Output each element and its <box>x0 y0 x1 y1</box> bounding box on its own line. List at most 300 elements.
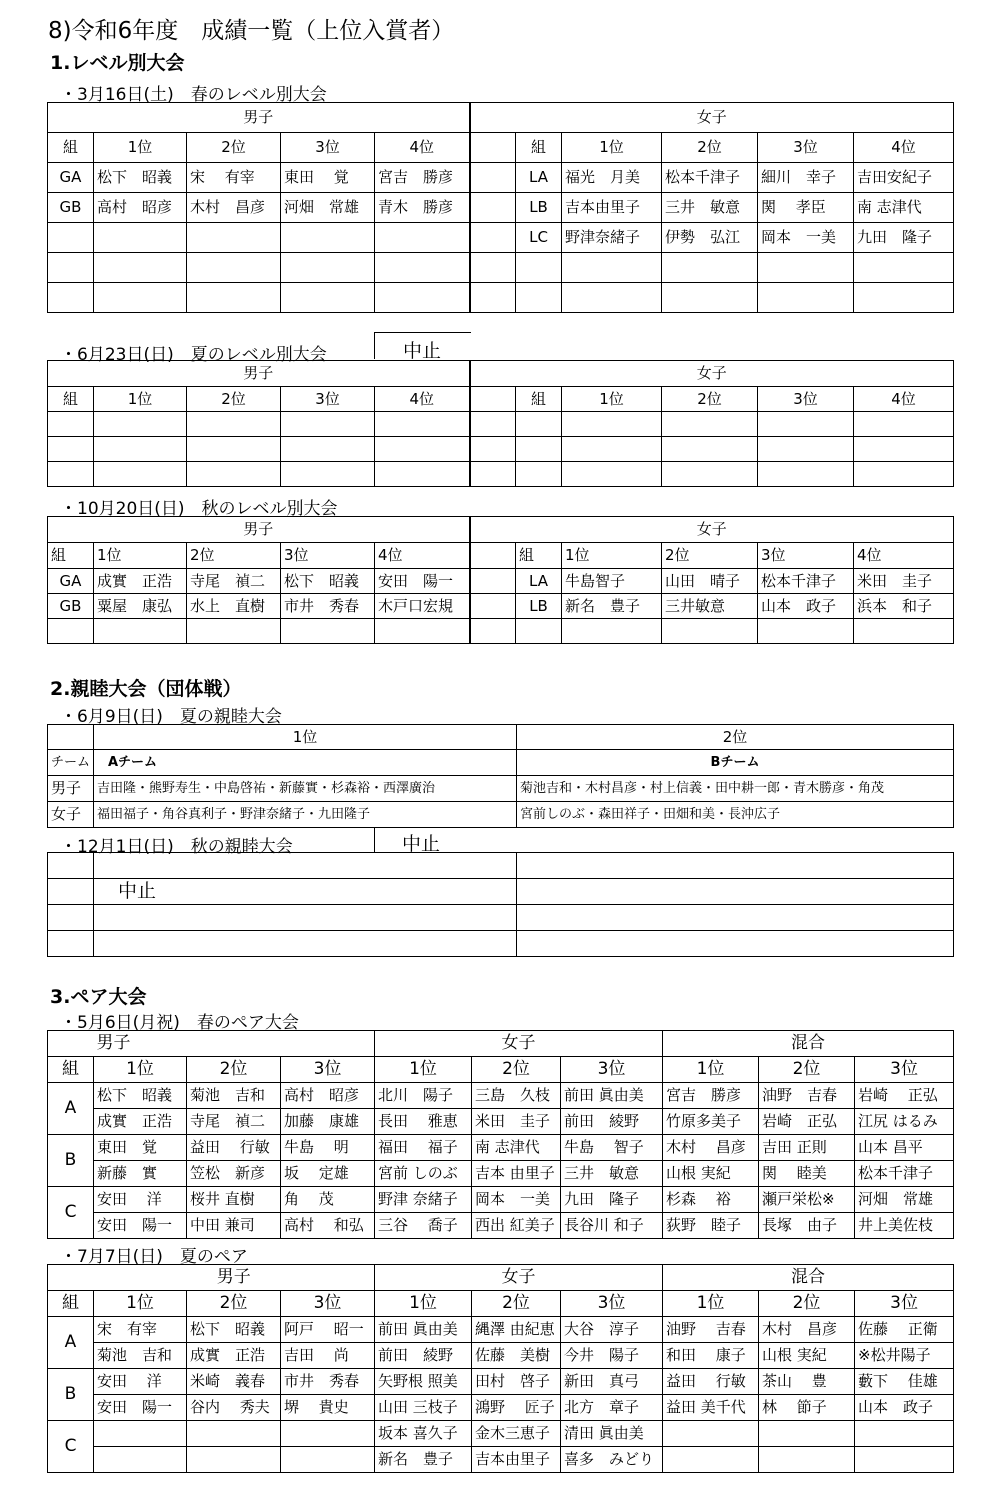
name-cell <box>281 1447 375 1473</box>
event-label-spring-pair: ・5月6日(月祝) 春のペア大会 <box>60 1013 299 1033</box>
name-cell: 吉本 由里子 <box>472 1161 561 1187</box>
col-rank: 2位 <box>187 133 281 163</box>
name-cell: 成實 正浩 <box>187 1343 281 1369</box>
col-group: 組 <box>516 133 562 163</box>
name-cell: 堺 貴史 <box>281 1395 375 1421</box>
name-cell: 阿戸 昭一 <box>281 1317 375 1343</box>
name-cell: 油野 吉春 <box>663 1317 759 1343</box>
name-cell: 北方 章子 <box>561 1395 663 1421</box>
empty-cell <box>281 462 375 487</box>
spring-pair-table <box>47 1030 954 1239</box>
name-cell: 浜本 和子 <box>854 594 954 619</box>
name-cell: 瀬戸栄松※ <box>759 1187 855 1213</box>
name-cell: 喜多 みどり <box>561 1447 663 1473</box>
name-cell: 山田 三枝子 <box>375 1395 472 1421</box>
event-label-summer-pair: ・7月7日(日) 夏のペア <box>60 1247 248 1267</box>
table-row <box>48 412 954 437</box>
name-cell: 荻野 睦子 <box>663 1213 759 1239</box>
name-cell <box>758 253 854 283</box>
name-cell: 吉本由里子 <box>472 1447 561 1473</box>
name-cell: 金木三恵子 <box>472 1421 561 1447</box>
name-cell: 新名 豊子 <box>562 594 662 619</box>
autumn-friendship-table <box>47 852 954 957</box>
section-heading-level: 1.レベル別大会 <box>50 52 185 74</box>
table-row <box>48 253 954 283</box>
name-cell <box>281 223 375 253</box>
name-cell <box>562 283 662 313</box>
table-row <box>48 1213 954 1239</box>
name-cell: 山田 晴子 <box>662 569 758 594</box>
event-label-autumn-level: ・10月20日(日) 秋のレベル別大会 <box>60 499 338 519</box>
group-cell: LB <box>516 193 562 223</box>
name-cell <box>94 223 187 253</box>
name-cell: 岩崎 正弘 <box>759 1109 855 1135</box>
name-cell: 岡本 一美 <box>758 223 854 253</box>
name-cell <box>855 1447 954 1473</box>
name-cell: 新名 豊子 <box>375 1447 472 1473</box>
name-cell: 関 孝臣 <box>758 193 854 223</box>
name-cell: 九田 隆子 <box>561 1187 663 1213</box>
name-cell: 安田 陽一 <box>94 1213 187 1239</box>
empty-cell <box>48 462 94 487</box>
name-cell: 茶山 豊 <box>759 1369 855 1395</box>
name-cell: 山本 政子 <box>758 594 854 619</box>
empty-cell <box>562 437 662 462</box>
col-rank: 2位 <box>472 1291 561 1317</box>
name-cell <box>187 619 281 644</box>
name-cell: 鴻野 匠子 <box>472 1395 561 1421</box>
name-cell: 牛島智子 <box>562 569 662 594</box>
name-cell: 谷内 秀夫 <box>187 1395 281 1421</box>
name-cell: 三井 敏意 <box>561 1161 663 1187</box>
name-cell: 藪下 佳雄 <box>855 1369 954 1395</box>
name-cell: 三島 久枝 <box>472 1083 561 1109</box>
name-cell: 新田 真弓 <box>561 1369 663 1395</box>
col-group: 組 <box>48 133 94 163</box>
table-row <box>48 1447 954 1473</box>
col-rank: 2位 <box>187 543 281 569</box>
col-rank: 1位 <box>562 543 662 569</box>
women-header: 女子 <box>470 517 954 543</box>
name-cell <box>562 619 662 644</box>
name-cell: 益田 行敏 <box>663 1369 759 1395</box>
empty-cell <box>281 437 375 462</box>
name-cell: 青木 勝彦 <box>375 193 470 223</box>
name-cell: 木村 昌彦 <box>759 1317 855 1343</box>
name-cell: 米田 圭子 <box>854 569 954 594</box>
group-cell <box>48 223 94 253</box>
group-cell: GA <box>48 163 94 193</box>
col-rank: 1位 <box>562 387 662 412</box>
group-cell: A <box>48 1317 94 1369</box>
col-rank: 4位 <box>375 543 470 569</box>
col-rank: 2位 <box>472 1057 561 1083</box>
name-cell: 林 節子 <box>759 1395 855 1421</box>
col-rank: 3位 <box>281 1057 375 1083</box>
summer-friendship-table <box>47 724 954 828</box>
table-row <box>48 1161 954 1187</box>
col-rank: 1位 <box>94 543 187 569</box>
name-cell <box>758 283 854 313</box>
empty-cell <box>758 412 854 437</box>
name-cell: 松本千津子 <box>758 569 854 594</box>
col-rank: 3位 <box>281 133 375 163</box>
name-cell <box>187 283 281 313</box>
table-row <box>48 462 954 487</box>
spacer-cell <box>470 253 516 283</box>
team-b-name: Bチーム <box>517 750 954 776</box>
name-cell: 東田 覚 <box>94 1135 187 1161</box>
col-rank: 1位 <box>562 133 662 163</box>
name-cell: 木戸口宏規 <box>375 594 470 619</box>
name-cell: 山根 実紀 <box>663 1161 759 1187</box>
spacer-cell <box>470 163 516 193</box>
group-cell: B <box>48 1135 94 1187</box>
second-place-header: 2位 <box>517 725 954 750</box>
col-rank: 3位 <box>758 133 854 163</box>
name-cell: 市井 秀春 <box>281 1369 375 1395</box>
name-cell <box>375 253 470 283</box>
spacer-cell <box>470 133 516 163</box>
name-cell <box>94 1421 187 1447</box>
spacer-cell <box>470 594 516 619</box>
empty-cell <box>758 462 854 487</box>
name-cell <box>759 1447 855 1473</box>
table-row <box>48 193 954 223</box>
name-cell: 井上美佐枝 <box>855 1213 954 1239</box>
summer-level-table <box>47 360 954 487</box>
group-cell: C <box>48 1421 94 1473</box>
name-cell: 松下 昭義 <box>187 1317 281 1343</box>
name-cell: 高村 昭彦 <box>281 1083 375 1109</box>
name-cell <box>663 1447 759 1473</box>
name-cell: 安田 洋 <box>94 1187 187 1213</box>
group-cell <box>516 253 562 283</box>
women-header: 女子 <box>470 103 954 133</box>
empty-cell <box>94 462 187 487</box>
name-cell: 山本 政子 <box>855 1395 954 1421</box>
table-row <box>48 1187 954 1213</box>
name-cell <box>562 253 662 283</box>
name-cell: 縄澤 由紀恵 <box>472 1317 561 1343</box>
name-cell: 角 茂 <box>281 1187 375 1213</box>
col-group: 組 <box>48 387 94 412</box>
col-group: 組 <box>48 1291 94 1317</box>
name-cell: 松本千津子 <box>855 1161 954 1187</box>
team-a-men: 吉田隆・熊野寿生・中島啓祐・新藤實・杉森裕・西澤廣治 <box>94 776 517 802</box>
name-cell <box>187 1421 281 1447</box>
group-cell: GB <box>48 594 94 619</box>
spacer-cell <box>470 543 516 569</box>
col-rank: 4位 <box>375 133 470 163</box>
empty-cell <box>854 462 954 487</box>
men-header: 男子 <box>94 1265 375 1291</box>
summer-pair-table <box>47 1264 954 1473</box>
name-cell: 坂 定雄 <box>281 1161 375 1187</box>
name-cell <box>281 619 375 644</box>
empty-cell <box>758 437 854 462</box>
name-cell: 山根 実紀 <box>759 1343 855 1369</box>
name-cell: 寺尾 禎二 <box>187 569 281 594</box>
group-cell: C <box>48 1187 94 1239</box>
empty-cell <box>375 437 470 462</box>
table-row <box>48 1083 954 1109</box>
empty-cell <box>516 437 562 462</box>
name-cell: 米田 圭子 <box>472 1109 561 1135</box>
name-cell: 粟屋 康弘 <box>94 594 187 619</box>
col-rank: 1位 <box>94 1291 187 1317</box>
col-rank: 3位 <box>855 1057 954 1083</box>
event-label-autumn-friendship: ・12月1日(日) 秋の親睦大会 <box>60 837 293 857</box>
group-cell: LA <box>516 569 562 594</box>
name-cell: 大谷 淳子 <box>561 1317 663 1343</box>
name-cell: 西出 紅美子 <box>472 1213 561 1239</box>
name-cell: 今井 陽子 <box>561 1343 663 1369</box>
name-cell: 田村 啓子 <box>472 1369 561 1395</box>
col-rank: 1位 <box>375 1057 472 1083</box>
name-cell: 笠松 新彦 <box>187 1161 281 1187</box>
name-cell: 長塚 由子 <box>759 1213 855 1239</box>
name-cell: 吉本由里子 <box>562 193 662 223</box>
group-cell: A <box>48 1083 94 1135</box>
name-cell: 伊勢 弘江 <box>662 223 758 253</box>
spacer-cell <box>470 283 516 313</box>
event-label-summer-level: ・6月23日(日) 夏のレベル別大会 <box>60 345 327 365</box>
name-cell: 山本 昌平 <box>855 1135 954 1161</box>
empty-cell <box>187 412 281 437</box>
table-row <box>48 283 954 313</box>
name-cell: 木村 昌彦 <box>187 193 281 223</box>
group-cell <box>48 283 94 313</box>
name-cell <box>663 1421 759 1447</box>
table-row <box>48 223 954 253</box>
name-cell: 宮前 しのぶ <box>375 1161 472 1187</box>
col-rank: 2位 <box>187 1057 281 1083</box>
empty-cell <box>470 437 516 462</box>
spring-level-table <box>47 102 954 313</box>
col-rank: 1位 <box>94 1057 187 1083</box>
name-cell <box>94 1447 187 1473</box>
event-label-spring-level: ・3月16日(土) 春のレベル別大会 <box>60 85 327 105</box>
col-rank: 3位 <box>561 1057 663 1083</box>
name-cell <box>375 223 470 253</box>
empty-cell <box>48 412 94 437</box>
col-rank: 4位 <box>854 543 954 569</box>
spacer-cell <box>470 223 516 253</box>
name-cell: 宮吉 勝彦 <box>375 163 470 193</box>
name-cell <box>281 283 375 313</box>
empty-cell <box>854 412 954 437</box>
col-group: 組 <box>516 543 562 569</box>
name-cell: 前田 綾野 <box>375 1343 472 1369</box>
empty-cell <box>562 412 662 437</box>
col-rank: 3位 <box>281 543 375 569</box>
name-cell: 竹原多美子 <box>663 1109 759 1135</box>
name-cell: 宋 有宰 <box>94 1317 187 1343</box>
event-label-summer-friendship: ・6月9日(日) 夏の親睦大会 <box>60 707 282 727</box>
name-cell: 河畑 常雄 <box>855 1187 954 1213</box>
name-cell: 前田 眞由美 <box>561 1083 663 1109</box>
empty-cell <box>281 412 375 437</box>
empty-cell <box>470 412 516 437</box>
name-cell: 長谷川 和子 <box>561 1213 663 1239</box>
name-cell <box>375 283 470 313</box>
col-rank: 2位 <box>187 1291 281 1317</box>
name-cell: 牛島 明 <box>281 1135 375 1161</box>
name-cell <box>662 619 758 644</box>
women-label: 女子 <box>48 802 94 828</box>
col-rank: 1位 <box>94 133 187 163</box>
empty-cell <box>662 437 758 462</box>
name-cell <box>662 253 758 283</box>
col-rank: 2位 <box>759 1057 855 1083</box>
name-cell: 吉田 尚 <box>281 1343 375 1369</box>
men-header: 男子 <box>48 103 470 133</box>
cancel-note: 中止 <box>403 340 442 362</box>
table-row <box>48 569 954 594</box>
table-row <box>48 1109 954 1135</box>
empty-cell <box>516 412 562 437</box>
col-rank: 3位 <box>561 1291 663 1317</box>
cancel-box <box>374 332 471 362</box>
empty-cell <box>48 437 94 462</box>
name-cell <box>855 1421 954 1447</box>
name-cell: 益田 美千代 <box>663 1395 759 1421</box>
name-cell: 野津 奈緒子 <box>375 1187 472 1213</box>
name-cell: 前田 綾野 <box>561 1109 663 1135</box>
name-cell: 松本千津子 <box>662 163 758 193</box>
name-cell: 寺尾 禎二 <box>187 1109 281 1135</box>
table-row <box>48 1135 954 1161</box>
col-rank: 3位 <box>758 387 854 412</box>
team-label: チーム <box>48 750 94 776</box>
name-cell <box>94 253 187 283</box>
empty-cell <box>562 462 662 487</box>
spacer-cell <box>470 569 516 594</box>
col-rank: 1位 <box>663 1057 759 1083</box>
name-cell: 油野 吉春 <box>759 1083 855 1109</box>
empty-cell <box>94 437 187 462</box>
name-cell: 福光 月美 <box>562 163 662 193</box>
name-cell <box>187 253 281 283</box>
name-cell <box>758 619 854 644</box>
first-place-header: 1位 <box>94 725 517 750</box>
col-group: 組 <box>48 1057 94 1083</box>
name-cell: 野津奈緒子 <box>562 223 662 253</box>
empty-cell <box>662 412 758 437</box>
section-heading-pair: 3.ペア大会 <box>50 986 147 1008</box>
group-cell <box>48 619 94 644</box>
col-rank: 2位 <box>187 387 281 412</box>
col-rank: 1位 <box>375 1291 472 1317</box>
name-cell: 岩崎 正弘 <box>855 1083 954 1109</box>
name-cell: 清田 眞由美 <box>561 1421 663 1447</box>
empty-cell <box>187 462 281 487</box>
col-rank: 1位 <box>94 387 187 412</box>
col-rank: 3位 <box>758 543 854 569</box>
col-rank: 4位 <box>854 387 954 412</box>
name-cell: 松下 昭義 <box>94 1083 187 1109</box>
team-a-women: 福田福子・角谷真利子・野津奈緒子・九田隆子 <box>94 802 517 828</box>
table-row <box>48 619 954 644</box>
name-cell <box>94 619 187 644</box>
empty-cell <box>470 462 516 487</box>
name-cell: 安田 陽一 <box>375 569 470 594</box>
name-cell <box>662 283 758 313</box>
name-cell: 木村 昌彦 <box>663 1135 759 1161</box>
name-cell: 北川 陽子 <box>375 1083 472 1109</box>
name-cell: 高村 昭彦 <box>94 193 187 223</box>
name-cell: 松下 昭義 <box>281 569 375 594</box>
name-cell: 南 志津代 <box>854 193 954 223</box>
name-cell: 東田 覚 <box>281 163 375 193</box>
col-group: 組 <box>516 387 562 412</box>
name-cell: 安田 洋 <box>94 1369 187 1395</box>
group-cell: GA <box>48 569 94 594</box>
empty-cell <box>516 462 562 487</box>
group-cell <box>516 283 562 313</box>
spacer-cell <box>470 387 516 412</box>
name-cell: 宋 有宰 <box>187 163 281 193</box>
empty-cell <box>94 412 187 437</box>
empty-cell <box>187 437 281 462</box>
name-cell <box>854 253 954 283</box>
cancel-in-table: 中止 <box>94 879 517 905</box>
table-row <box>48 1317 954 1343</box>
name-cell: 成實 正浩 <box>94 1109 187 1135</box>
cancel-divider <box>374 828 375 852</box>
name-cell: 成實 正浩 <box>94 569 187 594</box>
name-cell <box>281 1421 375 1447</box>
name-cell: 杉森 裕 <box>663 1187 759 1213</box>
name-cell: 吉田安紀子 <box>854 163 954 193</box>
name-cell: 牛島 智子 <box>561 1135 663 1161</box>
name-cell: 安田 陽一 <box>94 1395 187 1421</box>
name-cell: 桜井 直樹 <box>187 1187 281 1213</box>
col-rank: 3位 <box>855 1291 954 1317</box>
name-cell: 益田 行敏 <box>187 1135 281 1161</box>
group-cell <box>48 253 94 283</box>
name-cell <box>94 283 187 313</box>
mixed-header: 混合 <box>663 1031 954 1057</box>
table-row <box>48 163 954 193</box>
name-cell: ※松井陽子 <box>855 1343 954 1369</box>
col-rank: 4位 <box>854 133 954 163</box>
group-cell: B <box>48 1369 94 1421</box>
col-rank: 3位 <box>281 1291 375 1317</box>
name-cell <box>759 1421 855 1447</box>
name-cell: 新藤 實 <box>94 1161 187 1187</box>
name-cell: 佐藤 美樹 <box>472 1343 561 1369</box>
name-cell: 吉田 正則 <box>759 1135 855 1161</box>
name-cell <box>187 1447 281 1473</box>
table-row <box>48 1421 954 1447</box>
name-cell: 河畑 常雄 <box>281 193 375 223</box>
name-cell: 坂本 喜久子 <box>375 1421 472 1447</box>
name-cell: 佐藤 正衛 <box>855 1317 954 1343</box>
col-rank: 3位 <box>281 387 375 412</box>
name-cell <box>854 619 954 644</box>
team-b-men: 菊池吉和・木村昌彦・村上信義・田中耕一郎・青木勝彦・角茂 <box>517 776 954 802</box>
name-cell <box>281 253 375 283</box>
group-cell: LB <box>516 594 562 619</box>
name-cell <box>375 619 470 644</box>
name-cell: 中田 兼司 <box>187 1213 281 1239</box>
table-row <box>48 1369 954 1395</box>
table-row <box>48 437 954 462</box>
col-rank: 2位 <box>759 1291 855 1317</box>
autumn-level-table <box>47 516 954 644</box>
